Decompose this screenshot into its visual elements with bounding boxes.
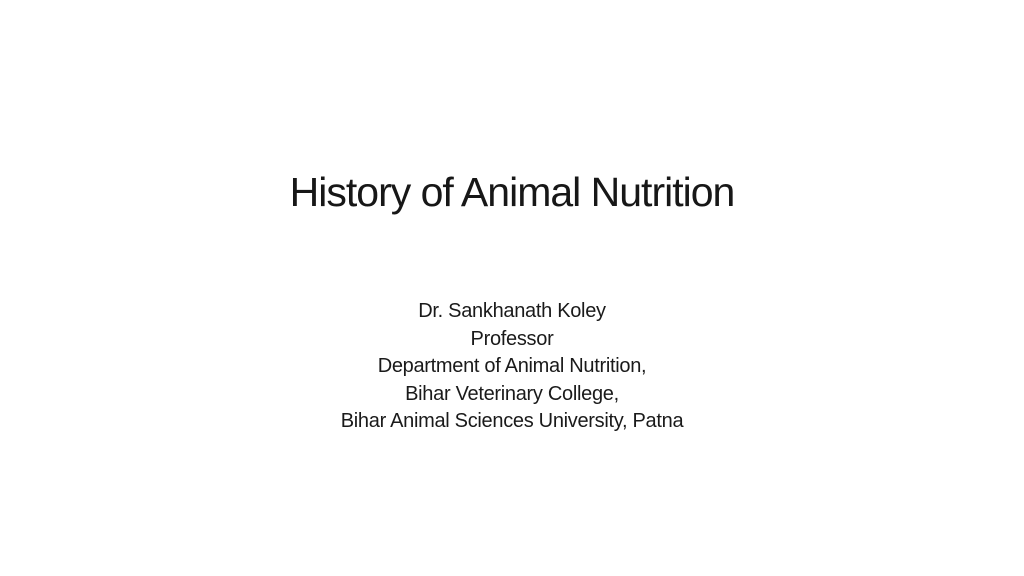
subtitle-line-author: Dr. Sankhanath Koley	[418, 300, 606, 322]
subtitle-line-designation: Professor	[470, 327, 554, 350]
slide-title: History of Animal Nutrition	[289, 169, 735, 215]
subtitle-line-college: Bihar Veterinary College,	[405, 382, 619, 405]
slide-subtitle-block	[0, 298, 1024, 436]
subtitle-line-university: Bihar Animal Sciences University, Patna	[340, 410, 684, 432]
subtitle-line-department: Department of Animal Nutrition,	[377, 355, 647, 377]
